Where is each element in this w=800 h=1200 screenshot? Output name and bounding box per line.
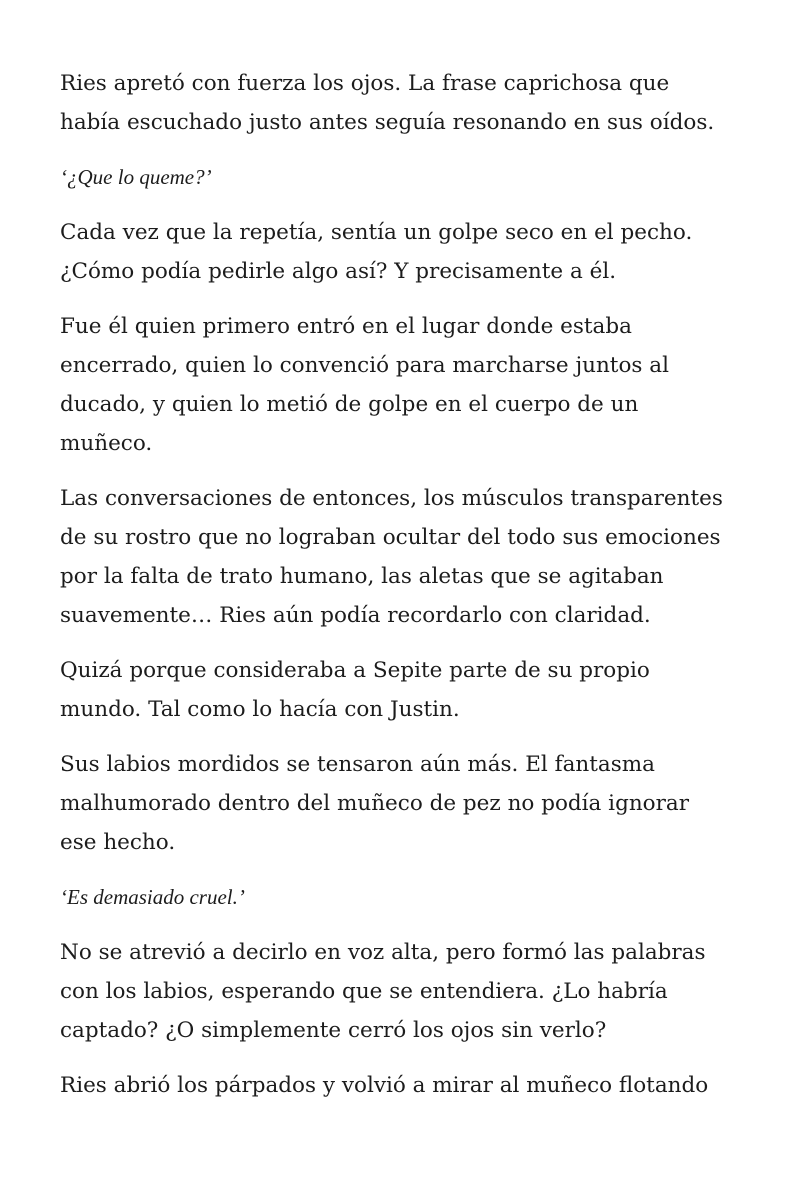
text-line: con los labios, esperando que se entendiera. ¿Lo habría — [60, 979, 668, 1004]
text-line: encerrado, quien lo convenció para marcharse juntos al — [60, 353, 669, 378]
paragraph — [60, 479, 750, 635]
text-line: captado? ¿O simplemente cerró los ojos sin verlo? — [60, 1018, 607, 1043]
text-line: ese hecho. — [60, 830, 176, 855]
paragraph — [60, 307, 750, 463]
text-line: de su rostro que no lograban ocultar del todo sus emociones — [60, 525, 721, 550]
paragraph — [60, 64, 750, 142]
text-line: ‘Es demasiado cruel.’ — [60, 885, 245, 909]
text-line: por la falta de trato humano, las aletas que se agitaban — [60, 564, 664, 589]
text-line: muñeco. — [60, 431, 153, 456]
italic-thought — [60, 878, 750, 917]
paragraph — [60, 213, 750, 291]
text-line: ‘¿Que lo queme?’ — [60, 165, 212, 189]
text-line: Ries abrió los párpados y volvió a mirar al muñeco flotando — [60, 1073, 709, 1098]
text-line: malhumorado dentro del muñeco de pez no podía ignorar — [60, 791, 689, 816]
text-line: ¿Cómo podía pedirle algo así? Y precisamente a él. — [60, 259, 617, 284]
text-line: Fue él quien primero entró en el lugar donde estaba — [60, 314, 632, 339]
paragraph — [60, 933, 750, 1050]
text-line: suavemente… Ries aún podía recordarlo con claridad. — [60, 603, 651, 628]
text-line: Cada vez que la repetía, sentía un golpe seco en el pecho. — [60, 220, 693, 245]
text-line: Ries apretó con fuerza los ojos. La frase caprichosa que — [60, 71, 670, 96]
text-line: ducado, y quien lo metió de golpe en el cuerpo de un — [60, 392, 639, 417]
text-line: No se atrevió a decirlo en voz alta, pero formó las palabras — [60, 940, 706, 965]
reading-page — [60, 64, 750, 1121]
text-line: Sus labios mordidos se tensaron aún más. El fantasma — [60, 752, 655, 777]
paragraph — [60, 745, 750, 862]
text-line: había escuchado justo antes seguía resonando en sus oídos. — [60, 110, 715, 135]
text-line: Las conversaciones de entonces, los músculos transparentes — [60, 486, 723, 511]
paragraph — [60, 1066, 750, 1105]
italic-thought — [60, 158, 750, 197]
text-line: Quizá porque consideraba a Sepite parte de su propio — [60, 658, 650, 683]
text-line: mundo. Tal como lo hacía con Justin. — [60, 697, 460, 722]
paragraph — [60, 651, 750, 729]
